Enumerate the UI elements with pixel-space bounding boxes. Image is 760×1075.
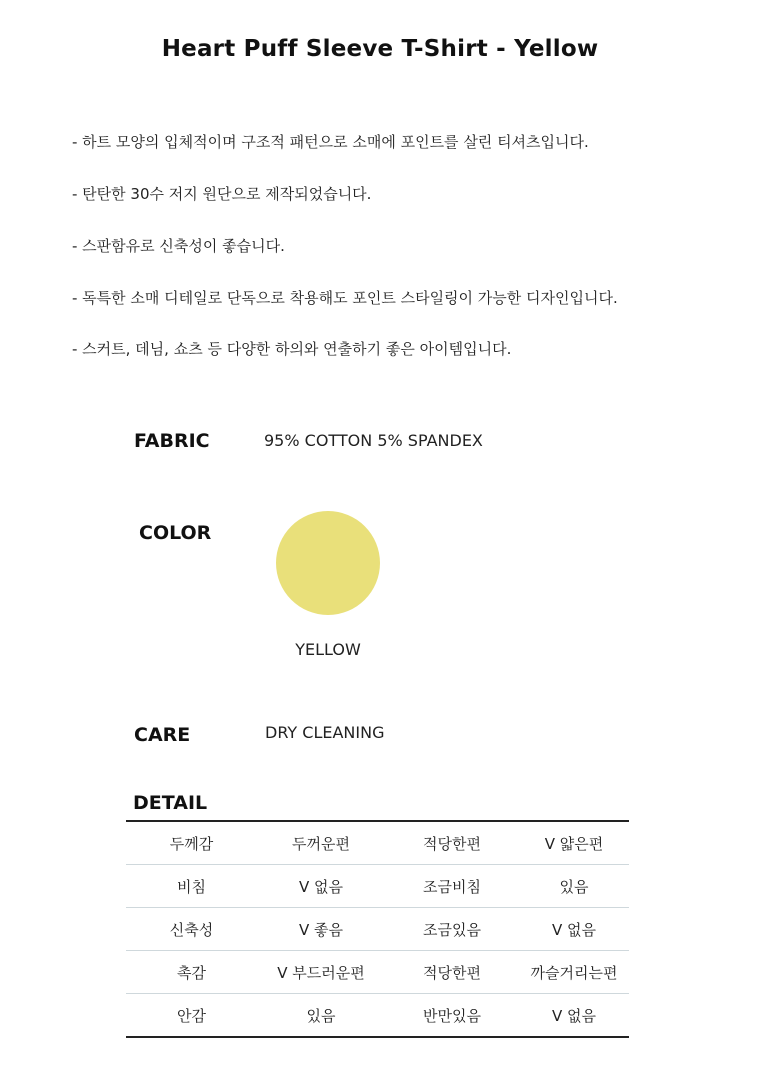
row-header-lining: 안감	[177, 1006, 206, 1025]
table-cell: V 없음	[519, 908, 629, 951]
table-cell: V 없음	[551, 1006, 596, 1025]
row-header-stretch: 신축성	[126, 908, 257, 951]
row-header-texture: 촉감	[126, 951, 257, 994]
detail-label: DETAIL	[133, 792, 208, 814]
table-cell: 적당한편	[385, 951, 519, 994]
table-row	[126, 908, 629, 951]
color-label: COLOR	[139, 522, 212, 544]
table-row	[126, 865, 629, 908]
product-title: Heart Puff Sleeve T-Shirt - Yellow	[161, 36, 599, 62]
table-cell: V 부드러운편	[257, 951, 385, 994]
table-cell: 있음	[519, 865, 629, 908]
care-label: CARE	[134, 724, 191, 746]
fabric-value: 95% COTTON 5% SPANDEX	[264, 431, 483, 450]
table-cell: V 좋음	[257, 908, 385, 951]
description-line: - 스커트, 데님, 쇼츠 등 다양한 하의와 연출하기 좋은 아이템입니다.	[72, 340, 512, 358]
table-cell: 있음	[306, 1006, 336, 1025]
table-cell: 조금비침	[385, 865, 519, 908]
color-name: YELLOW	[295, 640, 361, 659]
table-cell: 두꺼운편	[257, 821, 385, 865]
table-row	[126, 821, 629, 865]
table-cell: 까슬거리는편	[519, 951, 629, 994]
description-line: - 스판함유로 신축성이 좋습니다.	[72, 237, 285, 255]
color-swatch	[276, 511, 380, 615]
description-line: - 탄탄한 30수 저지 원단으로 제작되었습니다.	[72, 185, 372, 203]
row-header-thickness: 두께감	[126, 821, 257, 865]
table-cell: 적당한편	[385, 821, 519, 865]
table-row	[126, 951, 629, 994]
table-row	[126, 994, 629, 1038]
fabric-label: FABRIC	[134, 430, 210, 452]
table-cell: V 없음	[257, 865, 385, 908]
row-header-sheerness: 비침	[126, 865, 257, 908]
description-line: - 하트 모양의 입체적이며 구조적 패턴으로 소매에 포인트를 살린 티셔츠입니다.	[72, 133, 589, 151]
description-line: - 독특한 소매 디테일로 단독으로 착용해도 포인트 스타일링이 가능한 디자인입니다.	[72, 289, 618, 307]
table-cell: V 얇은편	[519, 821, 629, 865]
table-cell: 조금있음	[385, 908, 519, 951]
table-cell: 반만있음	[423, 1006, 481, 1025]
care-value: DRY CLEANING	[265, 723, 385, 742]
detail-table	[126, 820, 629, 1038]
